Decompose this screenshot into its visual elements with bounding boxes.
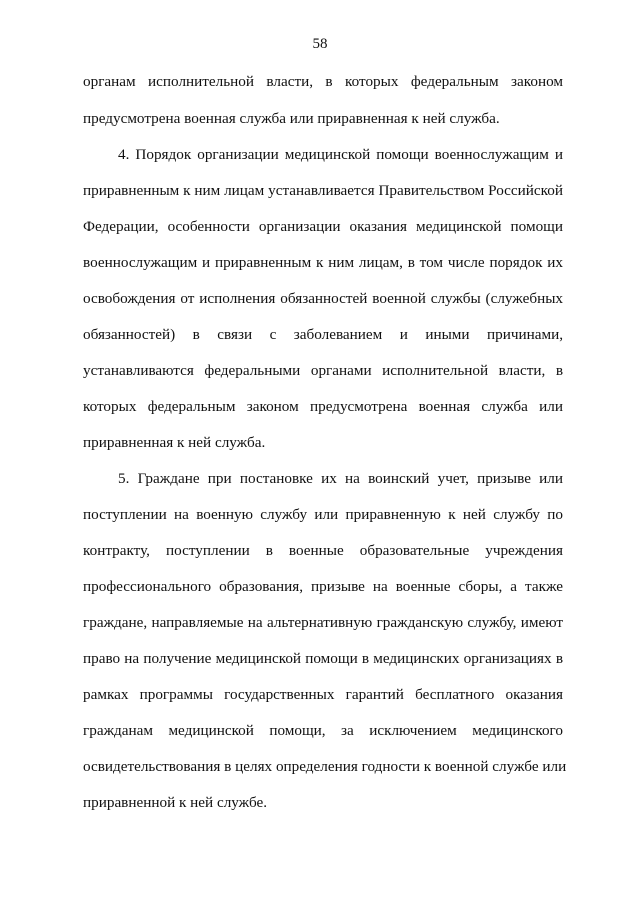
page-number: 58 — [312, 36, 328, 52]
text-line: рамках программы государственных гарантий бесплатного оказания — [83, 686, 563, 703]
text-line: 5. Граждане при постановке их на воинский учет, призыве или — [118, 470, 563, 487]
text-line: освидетельствования в целях определения годности к военной службе или — [83, 758, 567, 775]
text-line: приравненная к ней служба. — [83, 434, 266, 451]
text-line: право на получение медицинской помощи в медицинских организациях в — [83, 650, 563, 667]
text-line: предусмотрена военная служба или приравненная к ней служба. — [83, 110, 500, 127]
text-line: устанавливаются федеральными органами исполнительной власти, в — [83, 362, 563, 379]
text-line: контракту, поступлении в военные образовательные учреждения — [83, 542, 563, 559]
text-line: приравненным к ним лицам устанавливается Правительством Российской — [83, 182, 563, 199]
text-line: профессионального образования, призыве на военные сборы, а также — [83, 578, 563, 595]
text-line: которых федеральным законом предусмотрена военная служба или — [83, 398, 563, 415]
text-line: поступлении на военную службу или приравненную к ней службу по — [83, 506, 563, 523]
text-line: военнослужащим и приравненным к ним лицам, в том числе порядок их — [83, 254, 563, 271]
text-line: Федерации, особенности организации оказания медицинской помощи — [83, 218, 563, 235]
text-line: органам исполнительной власти, в которых федеральным законом — [83, 73, 563, 90]
text-line: освобождения от исполнения обязанностей военной службы (служебных — [83, 290, 563, 307]
text-line: приравненной к ней службе. — [83, 794, 268, 811]
text-line: обязанностей) в связи с заболеванием и иными причинами, — [83, 326, 563, 343]
text-line: 4. Порядок организации медицинской помощи военнослужащим и — [118, 146, 563, 163]
text-line: граждане, направляемые на альтернативную гражданскую службу, имеют — [83, 614, 563, 631]
text-line: гражданам медицинской помощи, за исключением медицинского — [83, 722, 563, 739]
